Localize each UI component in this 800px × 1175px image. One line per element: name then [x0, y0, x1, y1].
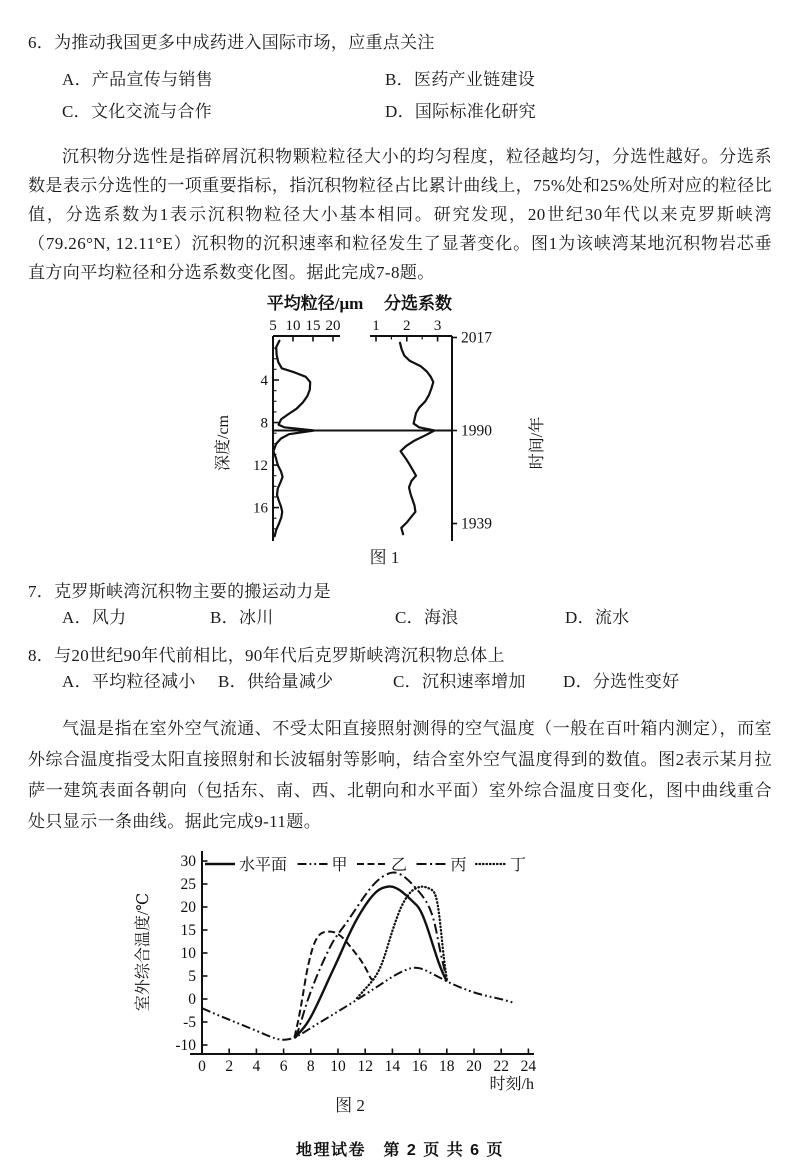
svg-text:平均粒径/μm: 平均粒径/μm	[266, 294, 364, 313]
figure1-svg	[212, 293, 557, 545]
svg-text:4: 4	[252, 1058, 261, 1075]
svg-text:2: 2	[403, 318, 411, 334]
svg-text:18: 18	[439, 1058, 455, 1075]
q8-option-d: D．分选性变好	[563, 672, 680, 691]
question-6-options	[28, 64, 772, 128]
svg-text:15: 15	[180, 922, 196, 939]
q6-option-c: C．文化交流与合作	[62, 102, 213, 121]
svg-text:-5: -5	[183, 1014, 196, 1031]
figure2-svg	[130, 847, 570, 1095]
svg-text:1990: 1990	[461, 422, 492, 440]
svg-text:3: 3	[433, 318, 442, 334]
svg-text:8: 8	[306, 1058, 315, 1075]
svg-text:20: 20	[325, 318, 341, 334]
svg-text:-10: -10	[175, 1037, 196, 1054]
svg-text:0: 0	[198, 1058, 206, 1075]
question-7-options	[28, 603, 772, 633]
svg-text:1: 1	[372, 318, 380, 334]
svg-text:乙: 乙	[391, 857, 408, 874]
svg-text:5: 5	[269, 318, 277, 334]
svg-text:20: 20	[466, 1058, 482, 1075]
q7-option-b: B．冰川	[210, 608, 274, 627]
svg-text:12: 12	[253, 458, 268, 475]
svg-text:分选系数: 分选系数	[384, 294, 452, 313]
q6-option-b: B．医药产业链建设	[385, 70, 536, 89]
svg-text:14: 14	[384, 1058, 401, 1075]
q7-option-c: C．海浪	[395, 608, 459, 627]
svg-text:25: 25	[180, 876, 196, 893]
q8-option-a: A．平均粒径减小	[62, 672, 196, 691]
q6-option-d: D．国际标准化研究	[385, 102, 536, 121]
svg-text:丙: 丙	[450, 857, 467, 874]
svg-text:30: 30	[180, 853, 196, 870]
svg-text:10: 10	[180, 945, 196, 962]
svg-text:22: 22	[493, 1058, 509, 1075]
question-7-stem: 7．克罗斯峡湾沉积物主要的搬运动力是	[28, 582, 331, 601]
figure-1-caption: 图 1	[369, 548, 400, 567]
svg-text:2: 2	[225, 1058, 234, 1075]
svg-text:2017: 2017	[461, 329, 492, 347]
svg-text:20: 20	[180, 899, 196, 916]
svg-text:水平面: 水平面	[239, 857, 288, 874]
figure-2	[28, 847, 772, 1117]
svg-text:16: 16	[253, 500, 268, 517]
svg-text:室外综合温度/℃: 室外综合温度/℃	[135, 892, 152, 1012]
svg-text:8: 8	[260, 415, 268, 432]
svg-text:甲: 甲	[331, 857, 348, 874]
svg-text:丁: 丁	[510, 857, 527, 874]
q8-option-b: B．供给量减少	[218, 672, 334, 691]
question-6-stem: 6．为推动我国更多中成药进入国际市场，应重点关注	[28, 33, 435, 52]
q8-option-c: C．沉积速率增加	[393, 672, 526, 691]
svg-text:24: 24	[520, 1058, 537, 1075]
svg-text:10: 10	[285, 318, 301, 334]
svg-text:1939: 1939	[461, 515, 492, 533]
q7-option-d: D．流水	[565, 608, 630, 627]
passage-temperature: 气温是指在室外空气流通、不受太阳直接照射测得的空气温度（一般在百叶箱内测定），而室外综合温度指受太阳直接照射和长波辐射等影响，结合室外空气温度得到的数值。图2表示某月拉萨一建筑表面各朝向（包括东、南、西、北朝向和水平面）室外综合温度日变化，图中曲线重合处只显示一条曲线。据此完成9-11题。	[28, 719, 772, 831]
svg-text:10: 10	[330, 1058, 346, 1075]
q6-option-a: A．产品宣传与销售	[62, 70, 213, 89]
svg-text:4: 4	[260, 373, 268, 390]
svg-text:深度/cm: 深度/cm	[215, 415, 232, 471]
figure-2-caption: 图 2	[335, 1096, 365, 1115]
q7-option-a: A．风力	[62, 608, 127, 627]
question-8-options	[28, 667, 772, 697]
figure-1	[28, 293, 772, 569]
svg-text:12: 12	[357, 1058, 373, 1075]
passage-sediment: 沉积物分选性是指碎屑沉积物颗粒粒径大小的均匀程度，粒径越均匀，分选性越好。分选系数是表示分选性的一项重要指标，指沉积物粒径占比累计曲线上，75%处和25%处所对应的粒径比值，分选系数为1表示沉积物粒径大小基本相同。研究发现，20世纪30年代以来克罗斯峡湾（79.26°N, 12.11°E）沉积物的沉积速率和粒径发生了显著变化。图1为该峡湾某地沉积物岩芯垂直方向平均粒径和分选系数变化图。据此完成7-8题。	[28, 147, 772, 282]
svg-text:6: 6	[279, 1058, 288, 1075]
svg-text:16: 16	[411, 1058, 428, 1075]
svg-text:时刻/h: 时刻/h	[489, 1076, 534, 1093]
question-8-stem: 8．与20世纪90年代前相比，90年代后克罗斯峡湾沉积物总体上	[28, 646, 505, 665]
page-footer: 地理试卷 第 2 页 共 6 页	[295, 1142, 505, 1159]
svg-text:5: 5	[188, 968, 196, 985]
svg-text:15: 15	[305, 318, 321, 334]
svg-text:0: 0	[188, 991, 196, 1008]
svg-text:时间/年: 时间/年	[529, 416, 546, 470]
